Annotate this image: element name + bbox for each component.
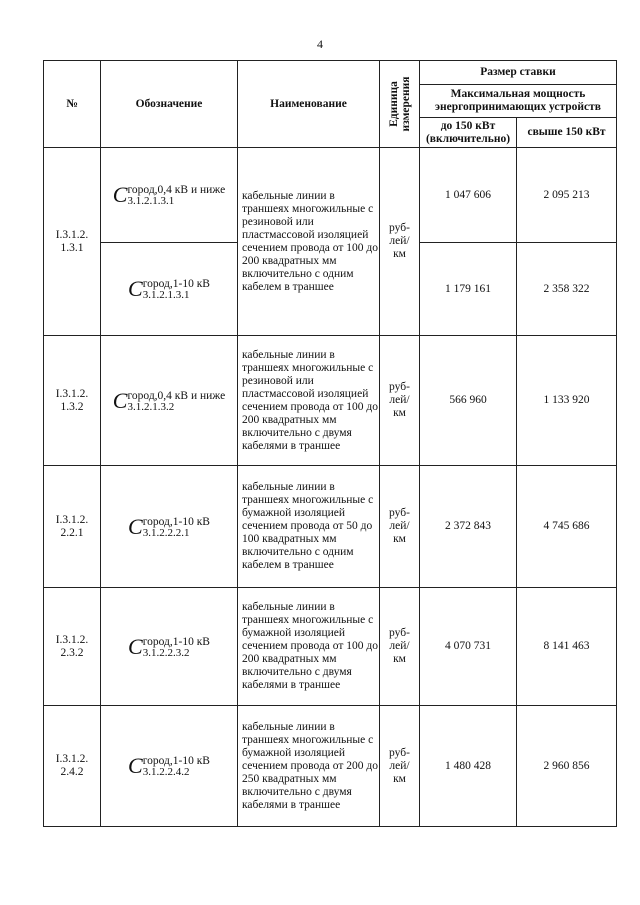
designation-symbol: C [128,633,143,659]
row-value-over-150: 2 095 213 [517,148,617,243]
designation-superscript: город,1-10 кВ [142,515,210,528]
row-value-up-to-150: 1 480 428 [420,706,517,827]
header-designation: Обозначение [101,61,238,148]
designation-symbol: C [112,182,128,207]
designation-subscript: 3.1.2.2.3.2 [142,646,190,659]
rates-table [43,60,617,827]
row-unit: руб- лей/ км [380,706,420,827]
designation-superscript: город,1-10 кВ [142,635,210,648]
row-value-over-150: 1 133 920 [517,336,617,466]
row-number: I.3.1.2. 1.3.2 [44,336,101,466]
designation-symbol: C [128,753,143,778]
row-unit: руб- лей/ км [380,588,420,706]
row-value-up-to-150: 1 179 161 [420,243,517,336]
row-name: кабельные линии в траншеях многожильные с резиновой или пластмассовой изоляцией сечением провода от 100 до 200 квадратных мм включительно с одним кабелем в траншее [238,148,380,336]
header-rate-size: Размер ставки [420,61,617,85]
designation-subscript: 3.1.2.2.4.2 [142,766,190,778]
row-value-over-150: 2 358 322 [517,243,617,336]
row-designation [101,148,238,243]
designation-formula [113,388,225,414]
table-row [44,466,617,588]
row-number: I.3.1.2. 2.2.1 [44,466,101,588]
table-row [44,336,617,466]
header-unit-line1: Единица [387,81,400,127]
designation-formula [128,634,210,660]
header-name: Наименование [238,61,380,148]
row-number: I.3.1.2. 1.3.1 [44,148,101,336]
designation-indices [127,182,225,207]
designation-indices [143,753,210,778]
row-designation [101,243,238,336]
designation-superscript: город,1-10 кВ [142,755,210,767]
table-body [44,148,617,827]
row-number: I.3.1.2. 2.3.2 [44,588,101,706]
header-number: № [44,61,101,148]
page-number: 4 [317,37,323,51]
designation-formula [128,514,210,540]
header-max-power: Максимальная мощность энергопринимающих устройств [420,85,617,118]
row-designation [101,706,238,827]
header-unit-line2: измерения [399,76,412,132]
table-row [44,588,617,706]
row-value-over-150: 8 141 463 [517,588,617,706]
row-name: кабельные линии в траншеях многожильные с бумажной изоляцией сечением провода от 200 до 250 квадратных мм включительно с двумя кабелями в траншее [238,706,380,827]
row-value-up-to-150: 1 047 606 [420,148,517,243]
designation-indices [143,514,210,539]
row-value-up-to-150: 2 372 843 [420,466,517,588]
designation-symbol: C [112,387,128,413]
designation-indices [143,634,210,659]
designation-symbol: C [128,276,143,301]
row-designation [101,336,238,466]
designation-superscript: город,1-10 кВ [142,278,210,290]
designation-formula [113,182,225,208]
row-value-over-150: 4 745 686 [517,466,617,588]
designation-subscript: 3.1.2.2.2.1 [142,526,190,539]
row-designation [101,588,238,706]
designation-indices [127,388,225,413]
row-designation [101,466,238,588]
row-name: кабельные линии в траншеях многожильные с бумажной изоляцией сечением провода от 50 до 100 квадратных мм включительно с одним кабелем в траншее [238,466,380,588]
designation-symbol: C [128,513,143,539]
designation-subscript: 3.1.2.1.3.1 [127,195,175,207]
row-number: I.3.1.2. 2.4.2 [44,706,101,827]
table-row [44,706,617,827]
row-name: кабельные линии в траншеях многожильные с бумажной изоляцией сечением провода от 100 до 200 квадратных мм включительно с двумя кабелями в траншее [238,588,380,706]
designation-formula [128,276,210,302]
row-name: кабельные линии в траншеях многожильные с резиновой или пластмассовой изоляцией сечением провода от 100 до 200 квадратных мм включительно с двумя кабелями в траншее [238,336,380,466]
header-over-150: свыше 150 кВт [517,118,617,148]
table-row [44,148,617,243]
row-value-up-to-150: 566 960 [420,336,517,466]
row-value-up-to-150: 4 070 731 [420,588,517,706]
row-value-over-150: 2 960 856 [517,706,617,827]
designation-superscript: город,0,4 кВ и ниже [127,184,226,196]
designation-subscript: 3.1.2.1.3.1 [142,289,190,301]
header-up-to-150: до 150 кВт (включительно) [420,118,517,148]
designation-formula [128,753,210,779]
designation-subscript: 3.1.2.1.3.2 [127,400,175,413]
row-unit: руб- лей/ км [380,148,420,336]
row-unit: руб- лей/ км [380,336,420,466]
header-unit [380,61,420,148]
designation-superscript: город,0,4 кВ и ниже [127,389,226,402]
designation-indices [143,276,210,301]
row-unit: руб- лей/ км [380,466,420,588]
